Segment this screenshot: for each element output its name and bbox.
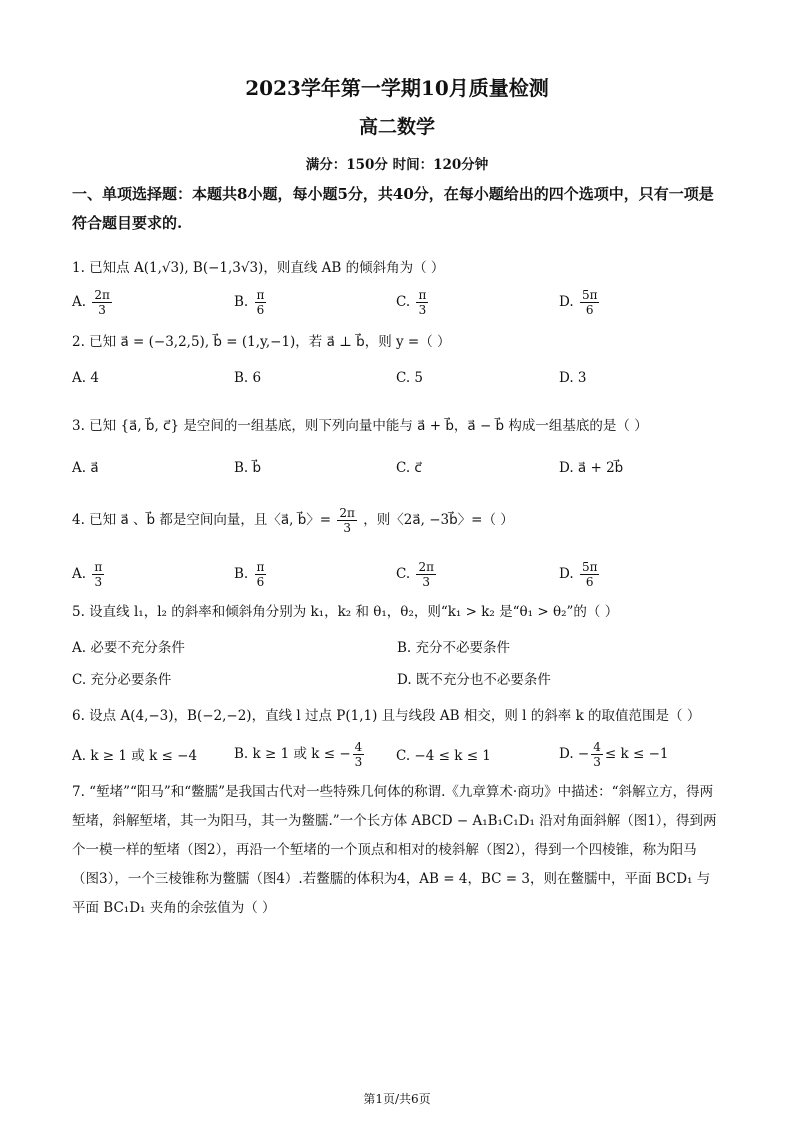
q3-option-c: C. c⃗ [396,460,422,476]
fraction [580,560,600,589]
question-5-stem: 5. 设直线 l₁，l₂ 的斜率和倾斜角分别为 k₁，k₂ 和 θ₁，θ₂，则“k₁ > k₂ 是“θ₁ > θ₂”的（ ） [72,604,619,620]
q6-option-a: A. k ≥ 1 或 k ≤ −4 [72,748,198,764]
question-4-stem [72,506,722,535]
numerator: 2π [418,560,434,574]
q2-option-b: B. 6 [234,370,262,386]
numerator: 5π [581,288,598,302]
q4-option-c [396,560,438,589]
option-label: B. [234,566,249,582]
denominator: 6 [256,303,265,317]
q4-option-a [72,560,106,589]
question-6-stem: 6. 设点 A(4,−3)，B(−2,−2)，直线 l 过点 P(1,1) 且与线段 AB 相交，则 l 的斜率 k 的取值范围是（ ） [72,708,701,724]
option-label: D. [559,566,574,582]
numerator: 2π [94,288,110,302]
fraction [255,288,267,317]
q5-option-d: D. 既不充分也不必要条件 [397,672,551,688]
denominator: 3 [422,575,431,589]
denominator: 3 [98,303,106,317]
numerator: 5π [581,560,598,574]
fraction [353,740,365,769]
denominator: 6 [256,575,265,589]
exam-meta: 满分：150分 时间：120分钟 [305,157,489,173]
denominator: 3 [94,575,103,589]
subject-title: 高二数学 [358,116,435,138]
q6-option-d [559,740,668,769]
q5-option-c: C. 充分必要条件 [72,672,172,688]
q1-option-c [396,288,430,317]
q1-option-b [234,288,268,317]
numerator: 4 [593,740,601,754]
denominator: 3 [343,521,351,535]
fraction [92,288,112,317]
numerator: π [256,288,265,302]
option-text: ≤ k ≤ −1 [604,746,669,762]
option-label: B. [234,294,249,310]
fraction [416,560,436,589]
q3-option-a: A. a⃗ [72,460,99,476]
question-2-stem: 2. 已知 a⃗ = (−3,2,5), b⃗ = (1,y,−1)，若 a⃗ ⊥ b⃗，则 y =（ ） [72,334,451,350]
q2-option-d: D. 3 [559,370,587,386]
q1-option-d [559,288,601,317]
numerator: π [94,560,103,574]
q2-option-a: A. 4 [72,370,99,386]
q4-option-b [234,560,268,589]
exam-title: 2023学年第一学期10月质量检测 [245,76,549,100]
denominator: 3 [593,755,601,769]
q6-option-c: C. −4 ≤ k ≤ 1 [396,748,491,764]
q4-stem-post: ，则〈2a⃗, −3b⃗〉=（ ） [363,512,514,528]
q4-stem-pre: 4. 已知 a⃗ 、b⃗ 都是空间向量，且〈a⃗, b⃗〉= [72,512,332,528]
option-label: C. [396,294,411,310]
option-label: A. [72,294,87,310]
option-text: D. − [559,746,590,762]
q1-option-a [72,288,114,317]
denominator: 6 [585,303,594,317]
q5-option-b: B. 充分不必要条件 [397,640,511,656]
q5-option-a: A. 必要不充分条件 [72,640,185,656]
fraction [591,740,603,769]
q2-option-c: C. 5 [396,370,424,386]
q6-option-b [234,740,366,769]
numerator: 4 [354,740,363,754]
numerator: π [418,288,427,302]
section-heading: 一、单项选择题：本题共8小题，每小题5分，共40分，在每小题给出的四个选项中，只有一项是符合题目要求的. [72,185,714,232]
option-label: A. [72,566,87,582]
denominator: 3 [354,755,363,769]
q3-option-b: B. b⃗ [234,460,262,476]
fraction [580,288,600,317]
option-label: C. [396,566,411,582]
denominator: 6 [585,575,594,589]
fraction [255,560,267,589]
question-3-stem: 3. 已知 {a⃗, b⃗, c⃗} 是空间的一组基底，则下列向量中能与 a⃗ + b⃗，a⃗ − b⃗ 构成一组基底的是（ ） [72,418,648,434]
option-label: D. [559,294,574,310]
fraction [416,288,428,317]
question-1-stem: 1. 已知点 A(1,√3), B(−1,3√3)，则直线 AB 的倾斜角为（ ） [72,260,445,276]
fraction [337,506,357,535]
denominator: 3 [418,303,427,317]
numerator: π [256,560,265,574]
q4-option-d [559,560,601,589]
fraction [92,560,104,589]
option-text: B. k ≥ 1 或 k ≤ − [234,746,351,762]
page-number: 第1页/共6页 [363,1092,431,1106]
numerator: 2π [339,506,355,520]
question-7-stem: 7. “堑堵”“阳马”和“鳖臑”是我国古代对一些特殊几何体的称谓.《九章算术·商功》中描述：“斜解立方，得两堑堵，斜解堑堵，其一为阳马，其一为鳖臑.”一个长方体 ABCD − A₁B₁C₁D₁ 沿对角面斜解（图1），得到两个一模一样的堑堵（图2），再沿一个堑堵的一个顶点和相对的棱斜解（图2），得到一个四棱锥，称为阳马（图3），一个三棱锥称为鳖臑（图4）.若鳖臑的体积为4，AB = 4，BC = 3，则在鳖臑中，平面 BCD₁ 与平面 BC₁D₁ 夹角的余弦值为（ ） [72,784,717,916]
q3-option-d: D. a⃗ + 2b⃗ [559,460,624,476]
